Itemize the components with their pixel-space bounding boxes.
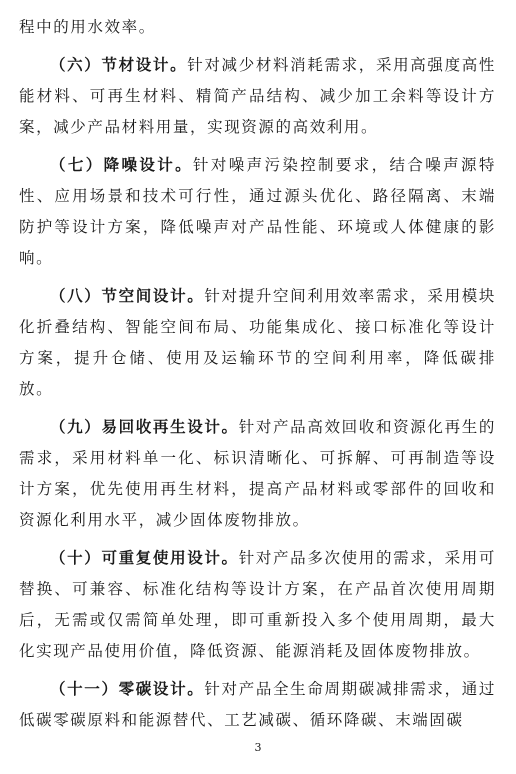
section-heading: （八）节空间设计。 xyxy=(50,286,205,305)
paragraph-continuation xyxy=(19,12,496,43)
paragraph-text: 针对产品高效回收和资源化再生的需求，采用材料单一化、标识清晰化、可拆解、可再制造等设计方案，优先使用再生材料，提高产品材料或零部件的回收和资源化利用水平，减少固体废物排放。 xyxy=(19,418,496,529)
paragraph-text: 针对产品全生命周期碳减排需求，通过低碳零碳原料和能源替代、工艺减碳、循环降碳、末端固碳 xyxy=(19,680,496,729)
page-number: 3 xyxy=(254,741,262,754)
paragraph-text: 针对减少材料消耗需求，采用高强度高性能材料、可再生材料、精简产品结构、减少加工余料等设计方案，减少产品材料用量，实现资源的高效利用。 xyxy=(19,56,496,136)
paragraph-text: 针对噪声污染控制要求，结合噪声源特性、应用场景和技术可行性，通过源头优化、路径隔离、末端防护等设计方案，降低噪声对产品性能、环境或人体健康的影响。 xyxy=(19,156,496,267)
section-heading: （九）易回收再生设计。 xyxy=(50,417,239,436)
section-heading: （十一）零碳设计。 xyxy=(50,679,205,698)
paragraph-text: 程中的用水效率。 xyxy=(19,18,156,36)
paragraph-text: 针对产品多次使用的需求，采用可替换、可兼容、标准化结构等设计方案，在产品首次使用周期后，无需或仅需简单处理，即可重新投入多个使用周期，最大化实现产品使用价值，降低资源、能源消耗及固体废物排放。 xyxy=(19,549,496,660)
paragraph-zero-carbon xyxy=(19,673,496,736)
section-heading: （七）降噪设计。 xyxy=(50,155,193,174)
paragraph-noise-reduction xyxy=(19,149,496,274)
paragraph-recyclable xyxy=(19,411,496,536)
paragraph-material-saving xyxy=(19,49,496,143)
paragraph-text: 针对提升空间利用效率需求，采用模块化折叠结构、智能空间布局、功能集成化、接口标准化等设计方案，提升仓储、使用及运输环节的空间利用率，降低碳排放。 xyxy=(19,287,496,398)
section-heading: （十）可重复使用设计。 xyxy=(50,548,239,567)
paragraph-space-saving xyxy=(19,280,496,405)
section-heading: （六）节材设计。 xyxy=(50,55,188,74)
paragraph-reusable xyxy=(19,542,496,667)
